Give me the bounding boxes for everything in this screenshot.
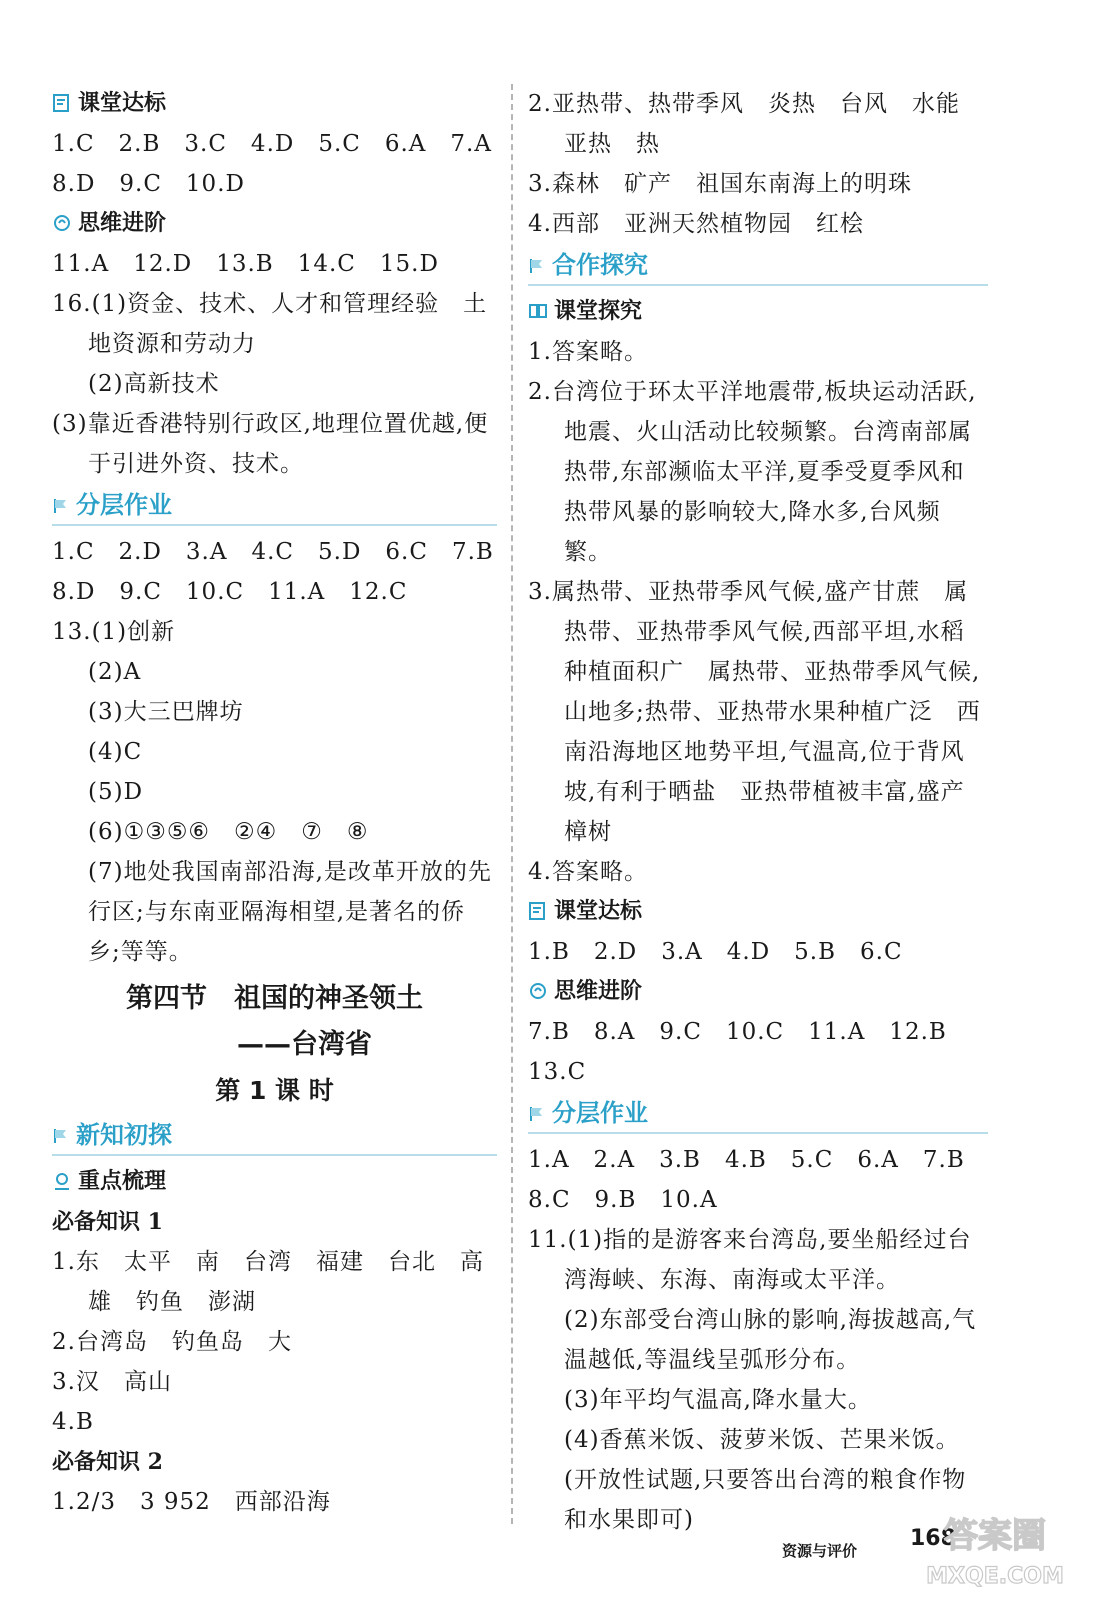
heading-text: 分层作业 <box>76 491 172 519</box>
answer-line: 1.C 2.B 3.C 4.D 5.C 6.A 7.A <box>52 131 492 157</box>
answer-line: (6)①③⑤⑥ ②④ ⑦ ⑧ <box>88 819 369 845</box>
answer-paragraph: 2.台湾位于环太平洋地震带,板块运动活跃,地震、火山活动比较频繁。台湾南部属热带,东部濒临太平洋,夏季受夏季风和热带风暴的影响较大,降水多,台风频繁。 <box>528 379 977 565</box>
flag-icon <box>52 1118 70 1136</box>
answer-line: 1.C 2.D 3.A 4.C 5.D 6.C 7.B <box>52 539 494 565</box>
answer-line: 11.A 12.D 13.B 14.C 15.D <box>52 251 439 277</box>
answer-line: 1.答案略。 <box>528 339 648 365</box>
answer-line: 3.汉 高山 <box>52 1369 172 1395</box>
answer-paragraph: 11.(1)指的是游客来台湾岛,要坐船经过台湾海峡、东海、南海或太平洋。 <box>528 1227 972 1293</box>
brain-icon <box>52 207 72 227</box>
answer-line: 4.B <box>52 1409 94 1435</box>
answer-line: (3)年平均气温高,降水量大。 <box>564 1387 872 1413</box>
answer-line: (4)C <box>88 739 143 765</box>
watermark-logo <box>905 1505 1085 1595</box>
heading-text: 思维进阶 <box>78 211 167 236</box>
left-column <box>52 84 497 1522</box>
answer-line: 4.答案略。 <box>528 859 648 885</box>
answer-line: 4.西部 亚洲天然植物园 红桧 <box>528 211 864 237</box>
answer-paragraph: (2)东部受台湾山脉的影响,海拔越高,气温越低,等温线呈弧形分布。 <box>564 1307 977 1373</box>
answer-paragraph: (4)香蕉米饭、菠萝米饭、芒果米饭。(开放性试题,只要答出台湾的粮食作物和水果即可) <box>564 1427 967 1533</box>
flag-icon <box>52 488 70 506</box>
answer-line: 1.B 2.D 3.A 4.D 5.B 6.C <box>528 939 903 965</box>
heading-text: 重点梳理 <box>78 1169 167 1194</box>
answer-line: 13.(1)创新 <box>52 619 176 645</box>
heading-siwei-jinjie <box>52 204 497 244</box>
answer-paragraph: 1.东 太平 南 台湾 福建 台北 高雄 钓鱼 澎湖 <box>52 1249 484 1315</box>
answer-paragraph: (3)靠近香港特别行政区,地理位置优越,便于引进外资、技术。 <box>52 411 489 477</box>
heading-text: 课堂达标 <box>78 91 167 116</box>
answer-line: 2.台湾岛 钓鱼岛 大 <box>52 1329 292 1355</box>
heading-ketang-dabiao <box>528 892 988 932</box>
svg-text:MXQE.COM: MXQE.COM <box>926 1564 1064 1589</box>
heading-xinzhi-chutan <box>52 1116 497 1156</box>
page-number: 168 <box>910 1526 956 1551</box>
answer-paragraph: (7)地处我国南部沿海,是改革开放的先行区;与东南亚隔海相望,是著名的侨乡;等等。 <box>88 859 492 965</box>
heading-text: 课堂达标 <box>554 899 643 924</box>
heading-ketang-tanjiu <box>528 292 988 332</box>
heading-ketang-dabiao <box>52 84 497 124</box>
heading-text: 思维进阶 <box>554 979 643 1004</box>
book-icon <box>528 295 548 315</box>
heading-text: 新知初探 <box>76 1121 172 1149</box>
section-title: 第四节 祖国的神圣领土 <box>126 983 423 1014</box>
answer-paragraph: 16.(1)资金、技术、人才和管理经验 土地资源和劳动力 <box>52 291 488 357</box>
answer-line: 7.B 8.A 9.C 10.C 11.A 12.B <box>528 1019 947 1045</box>
flag-icon <box>528 1096 546 1114</box>
answer-line: 8.C 9.B 10.A <box>528 1187 718 1213</box>
heading-hezuo-tanjiu <box>528 246 988 286</box>
answer-line: (2)高新技术 <box>88 371 220 397</box>
checklist-icon <box>528 895 548 915</box>
answer-line: 13.C <box>528 1059 587 1085</box>
knowledge-label: 必备知识 2 <box>52 1449 163 1475</box>
heading-siwei-jinjie <box>528 972 988 1012</box>
heading-text: 合作探究 <box>552 251 648 279</box>
footer-label: 资源与评价 <box>782 1542 858 1560</box>
knowledge-label: 必备知识 1 <box>52 1209 163 1235</box>
answer-paragraph: 2.亚热带、热带季风 炎热 台风 水能 亚热 热 <box>528 91 984 157</box>
heading-fenceng-zuoye <box>52 486 497 526</box>
answer-line: 8.D 9.C 10.D <box>52 171 245 197</box>
heading-text: 分层作业 <box>552 1099 648 1127</box>
answer-line: 3.森林 矿产 祖国东南海上的明珠 <box>528 171 912 197</box>
answer-line: 8.D 9.C 10.C 11.A 12.C <box>52 579 408 605</box>
svg-text:答案圈: 答案圈 <box>944 1516 1046 1556</box>
pin-icon <box>52 1165 72 1185</box>
section-subtitle: ——台湾省 <box>237 1029 372 1060</box>
heading-text: 课堂探究 <box>554 299 643 324</box>
answer-paragraph: 3.属热带、亚热带季风气候,盛产甘蔗 属热带、亚热带季风气候,西部平坦,水稻种植面积广 属热带、亚热带季风气候,山地多;热带、亚热带水果种植广泛 西南沿海地区地势平坦,气温高,位于背风坡,有利于晒盐 亚热带植被丰富,盛产樟树 <box>528 579 981 845</box>
answer-line: (3)大三巴牌坊 <box>88 699 244 725</box>
checklist-icon <box>52 87 72 107</box>
column-divider <box>511 84 513 1524</box>
answer-line: 1.2/3 3 952 西部沿海 <box>52 1489 331 1515</box>
answer-line: (2)A <box>88 659 142 685</box>
answer-line: 1.A 2.A 3.B 4.B 5.C 6.A 7.B <box>528 1147 965 1173</box>
answer-line: (5)D <box>88 779 144 805</box>
brain-icon <box>528 975 548 995</box>
heading-fenceng-zuoye <box>528 1094 988 1134</box>
heading-zhongdian-shuli <box>52 1162 497 1202</box>
right-column <box>528 84 988 1540</box>
lesson-title: 第 1 课 时 <box>215 1076 334 1105</box>
flag-icon <box>528 248 546 266</box>
